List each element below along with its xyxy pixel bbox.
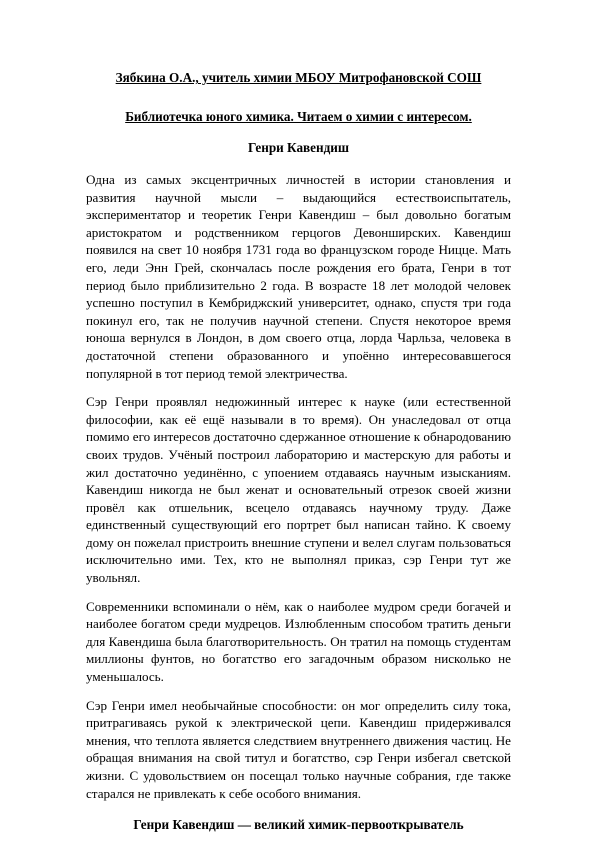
paragraph-science-interest: Сэр Генри проявлял недюжинный интерес к науке (или естественной философии, как её ещё называли в то время). Он унаследовал от отца помимо его интересов достаточно сдержанное отношение к обнародованию своих трудов. Учёный построил лабораторию и мастерскую для работы и жил достаточно уединённо, с упоением отдаваясь научным изысканиям. Кавендиш никогда не был женат и основательный отрезок своей жизни провёл как отшельник, всецело отдаваясь научному труду. Даже единственный существующий его портрет был написан тайно. К своему дому он пожелал пристроить внешние ступени и велел слугам пользоваться исключительно ими. Тех, кто не выполнял приказ, сэр Генри тут же увольнял. bbox=[86, 394, 511, 586]
paragraph-abilities: Сэр Генри имел необычайные способности: он мог определить силу тока, притрагиваясь рукой к электрической цепи. Кавендиш придерживался мнения, что теплота является следствием внутреннего движения частиц. Не обращая внимания на свой титул и богатство, сэр Генри избегал светской жизни. С удовольствием он посещал только научные собрания, где также старался не привлекать к себе особого внимания. bbox=[86, 697, 511, 801]
section-heading: Генри Кавендиш — великий химик-первооткрыватель bbox=[133, 817, 464, 833]
series-heading: Библиотечка юного химика. Читаем о химии с интересом. bbox=[125, 109, 472, 124]
author-heading: Зябкина О.А., учитель химии МБОУ Митрофановской СОШ bbox=[115, 70, 482, 85]
paragraph-wealth: Современники вспоминали о нём, как о наиболее мудром среди богачей и наиболее богатом среди мудрецов. Излюбленным способом тратить деньги для Кавендиша была благотворительность. Он тратил на помощь студентам миллионы фунтов, но богатство его загадочным образом нисколько не уменьшалось. bbox=[86, 598, 511, 685]
paragraph-biography: Одна из самых эксцентричных личностей в истории становления и развития научной мысли – выдающийся естествоиспытатель, экспериментатор и теоретик Генри Кавендиш – был довольно богатым аристократом и родственником герцогов Девонширских. Кавендиш появился на свет 10 ноября 1731 года во французском городе Ницце. Мать его, леди Энн Грей, скончалась после рождения его брата, Генри в тот период было приблизительно 2 года. В возрасте 18 лет молодой человек успешно поступил в Кембриджский университет, однако, спустя три года покинул его, так не получив научной степени. Спустя некоторое время юноша вернулся в Лондон, в дом своего отца, лорда Чарльза, человека в достаточной степени образованного и упоённо интересовавшегося популярной в тот период темой электричества. bbox=[86, 172, 511, 381]
page-title: Генри Кавендиш bbox=[247, 140, 350, 155]
